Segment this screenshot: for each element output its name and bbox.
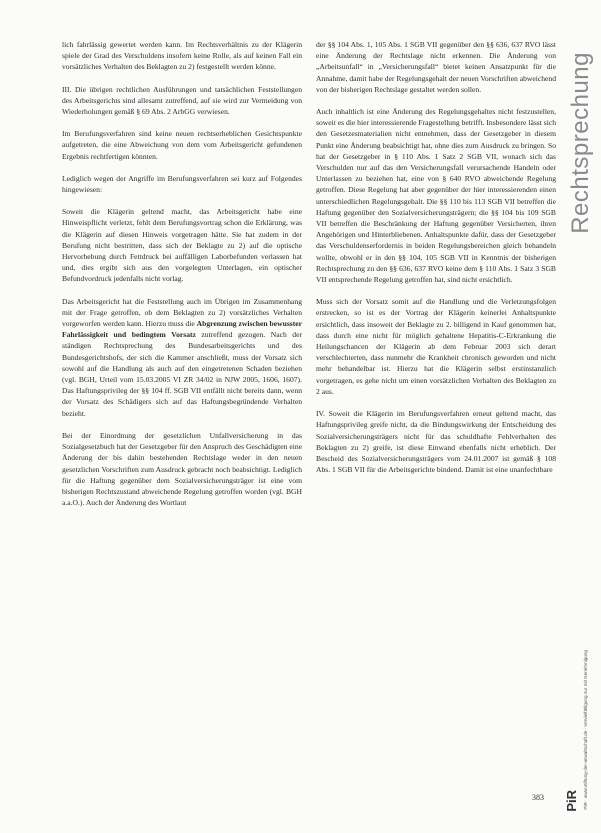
paragraph: Auch inhaltlich ist eine Änderung des Regelungsgehaltes nicht festzustellen, soweit es die hier interessierende Fragestellung betrifft. Insbesondere lässt sich den Gesetzesmaterialien nicht entnehmen, dass der Gesetzgeber in diesem Punkt eine Änderung beabsichtigt hat, ohne dies zum Ausdruck zu bringen. So hat der Gesetzgeber in § 110 Abs. 1 Satz 2 SGB VII, wonach sich das Verschulden nur auf das den Versicherungsfall verursachende Handeln oder Unterlassen zu beziehen hat, eine von § 640 RVO abweichende Regelung getroffen. Diese Regelung hat aber gegenüber der hier interessierenden einen unterschiedlichen Regelungsgehalt. Die §§ 110 bis 113 SGB VII betreffen die Haftung gegenüber den Sozialversicherungsträgern; die §§ 104 bis 109 SGB VII betreffen die Beschränkung der Haftung gegenüber Versicherten, ihren Angehörigen und Hinterbliebenen. Anhaltspunkte dafür, dass der Gesetzgeber das Verschuldenserfordernis in beiden Regelungsbereichen gleich behandeln wollte, obwohl er in den §§ 104, 105 SGB VII in Kenntnis der bisherigen Rechtsprechung zu den §§ 636, 637 RVO keine dem § 110 Abs. 1 Satz 3 SGB VII entsprechende Regelung getroffen hat, sind nicht ersichtlich. <box>316 107 556 285</box>
paragraph: Bei der Einordnung der gesetzlichen Unfallversicherung in das Sozialgesetzbuch hat der Gesetzgeber für den Anspruch des Geschädigten eine Änderung der bis dahin bestehenden Rechtslage weder in den neuen gesetzlichen Vorschriften zum Ausdruck gebracht noch beabsichtigt. Lediglich für die Haftung gegenüber dem Sozialversicherungsträger ist eine vom bisherigen Rechtszustand abweichende Regelung getroffen worden (vgl. BGH a.a.O.). Auch der Änderung des Wortlaut <box>62 430 302 508</box>
page-number: 383 <box>532 793 544 802</box>
section-title-text: Rechtsprechung <box>567 52 594 234</box>
paragraph: Soweit die Klägerin geltend macht, das Arbeitsgericht habe eine Hinweispflicht verletzt, fehlt dem Berufungsvortrag schon die Erklärung, was die Klägerin auf diesen Hinweis vorgetragen hätte. Sie hat zudem in der Berufung nicht bestritten, dass sich der Beklagte zu 2) auf die optische Hervorhebung durch Fettdruck bei auffälligen Laborbefunden verlassen hat und, dies ergibt sich aus den vorgelegten Unterlagen, ein optischer Befundvordruck jedenfalls nicht vorlag. <box>62 207 302 284</box>
logo-text: PiR <box>563 790 579 812</box>
paragraph-text: zutreffend gezogen. Nach der ständigen Rechtsprechung des Bundesarbeitsgerichts und des Bundesgerichtshofs, der sich die Kammer anschließt, muss der Vorsatz sich sowohl auf die Handlung als auch auf den eingetretenen Schaden beziehen (vgl. BGH, Urteil vom 15.03.2005 VI ZR 34/02 in NJW 2005, 1606, 1607). Das Haftungsprivileg der §§ 104 ff. SGB VII entfällt nicht bereits dann, wenn der Vorsatz des Schädigers sich auf das Haftungsbegründende Verhalten bezieht. <box>62 330 302 418</box>
paragraph: IV. Soweit die Klägerin im Berufungsverfahren erneut geltend macht, das Haftungsprivileg greife nicht, da die Bindungswirkung der Entscheidung des Sozialversicherungsträgers nicht für das schuldhafte Fehlverhalten des Beklagten zu 2) greife, ist diese Einwand ebenfalls nicht erheblich. Der Bescheid des Sozialversicherungsträgers vom 24.01.2007 ist gemäß § 108 Abs. 1 SGB VII für die Arbeitsgerichte bindend. Damit ist eine unanfechtbare <box>316 409 556 475</box>
emphasized-text: Abgrenzung zwischen bewusster Fahrlässigkeit und bedingtem Vorsatz <box>62 319 302 340</box>
paragraph: III. Die übrigen rechtlichen Ausführungen und tatsächlichen Feststellungen des Arbeitsgerichts sind allesamt zutreffend, auf sie wird zur Vermeidung von Wiederholungen gemäß § 69 Abs. 2 ArbGG verwiesen. <box>62 84 302 117</box>
left-text-column <box>62 39 302 508</box>
right-text-column <box>316 39 556 475</box>
paragraph: Im Berufungsverfahren sind keine neuen rechtserheblichen Gesichtspunkte aufgetreten, die eine Abweichung von dem vom Arbeitsgericht gefundenen Ergebnis rechtfertigen könnten. <box>62 129 302 161</box>
paragraph: lich fahrlässig gewertet werden kann. Im Rechtsverhältnis zu der Klägerin spiele der Grad des Verschuldens insofern keine Rolle, als auf keinen Fall ein vorsätzliches Verhalten des Beklagten zu 2) festgestellt werden könne. <box>62 40 302 72</box>
paragraph-text: Das Arbeitsgericht hat die Feststellung auch im Übrigen im Zusammenhang mit der Frage getroffen, ob dem Beklagten zu 2) vorsätzliches Verhalten vorgeworfen werden kann. Hierzu muss die <box>62 296 302 329</box>
imprint-text: PiR · www.stiftung-der-anwaltschaft.de · Vervielfältigung nur mit Genehmigung <box>582 650 588 810</box>
paragraph <box>62 296 302 419</box>
paragraph: Muss sich der Vorsatz somit auf die Handlung und die Verletzungsfolgen erstrecken, so ist es der Vortrag der Klägerin keinerlei Anhaltspunkte ersichtlich, dass insoweit der Beklagte zu 2. billigend in Kauf genommen hat, dass durch eine nicht für möglich gehaltene Hepatitis-C-Erkrankung die Heilungschancen der Klägerin ab dem Februar 2003 sich derart verschlechterten, dass nunmehr die Krankheit chronisch geworden und nicht mehr behandelbar ist. Hierzu hat die Klägerin selbst erstinstanzlich vorgetragen, es gehe nicht um einen vorsätzlichen Verhalten des Beklagten zu 2 aus. <box>316 297 556 396</box>
imprint-line <box>578 420 592 810</box>
section-title <box>563 38 599 248</box>
paragraph: der §§ 104 Abs. 1, 105 Abs. 1 SGB VII gegenüber den §§ 636, 637 RVO lässt eine Änderung der Rechtslage nicht erkennen. Die Änderung von „Arbeitsunfall“ in „Versicherungsfall“ bietet keinen Ansatzpunkt für die Annahme, damit habe der Regelungsgehalt der neuen Vorschriften abweichend von der bisherigen Rechtslage gestaltet werden sollen. <box>316 40 556 94</box>
publication-logo <box>564 783 578 819</box>
paragraph: Lediglich wegen der Angriffe im Berufungsverfahren sei kurz auf Folgendes hingewiesen: <box>62 173 302 195</box>
